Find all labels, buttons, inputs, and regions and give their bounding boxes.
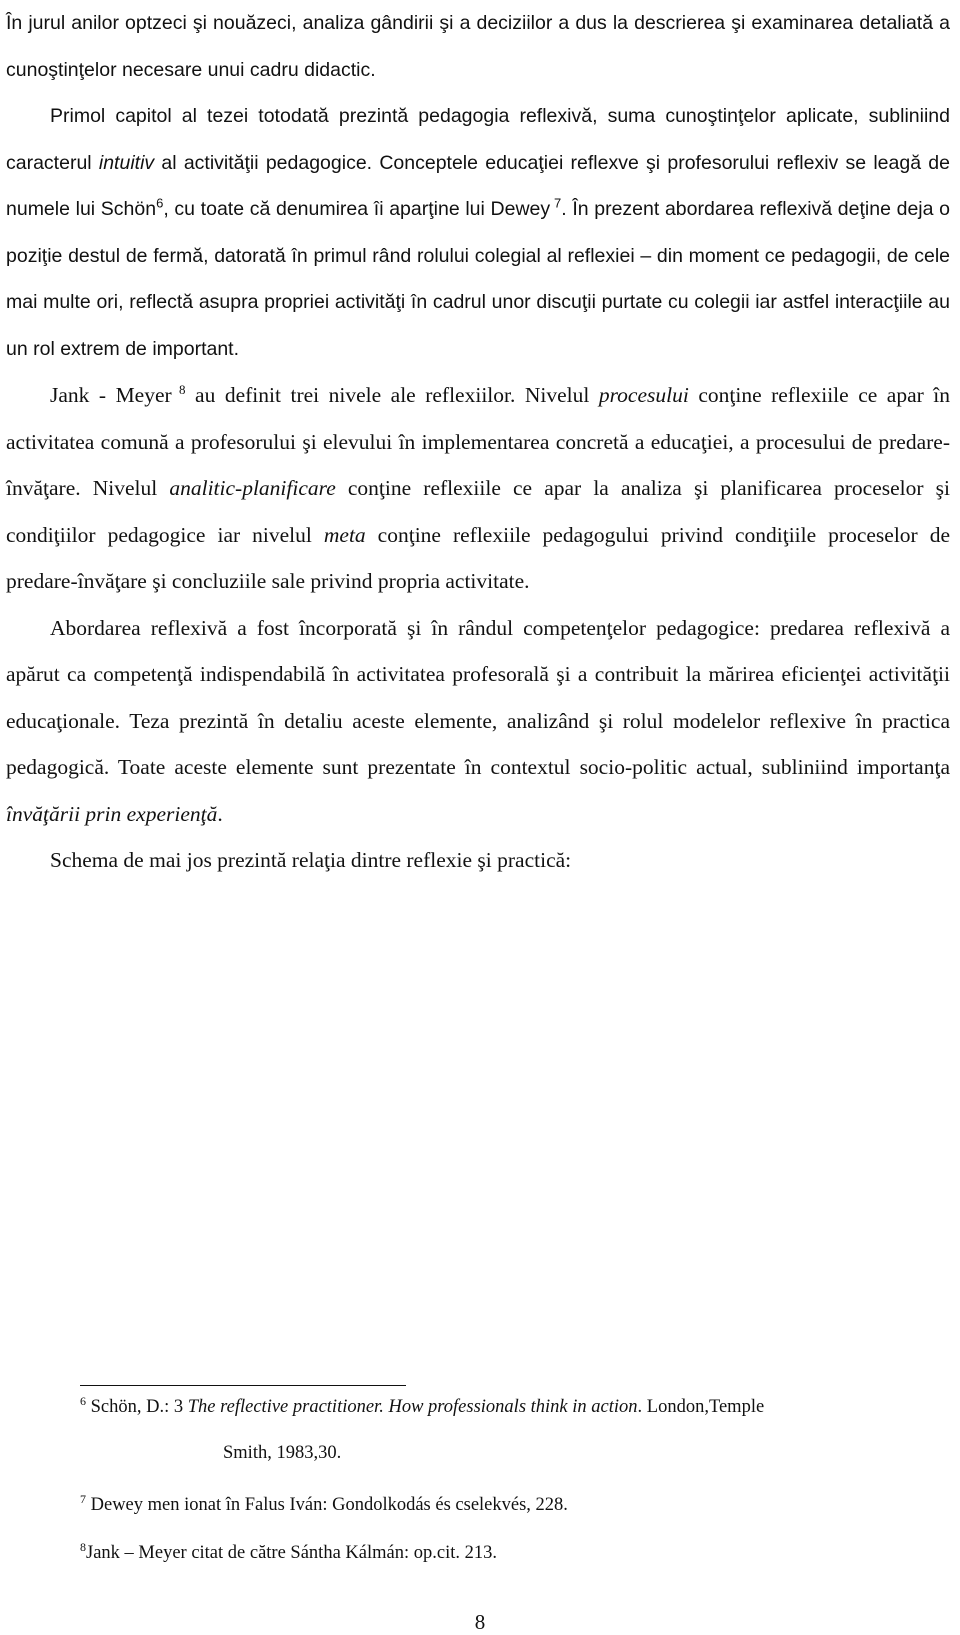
paragraph-3-emphasis-analitic: analitic-planificare xyxy=(169,476,336,500)
paragraph-2-part-a: Primol capitol al tezei totodată prezintă pedagogia reflexivă, suma cunoştinţelor aplicate, subliniind caracterul xyxy=(6,105,950,174)
footnote-ref-8: 8 xyxy=(171,381,186,397)
footnote-6-part-d: Smith, 1983,30. xyxy=(223,1443,342,1463)
paragraph-2-emphasis-intuitiv: intuitiv xyxy=(98,151,155,174)
footnote-8 xyxy=(80,1541,952,1565)
paragraph-4-emphasis-invatarii: învăţării prin experienţă xyxy=(6,801,218,826)
page-number: 8 xyxy=(474,1610,486,1634)
footnote-6-part-c: . London,Temple xyxy=(637,1397,765,1417)
footnote-7-text: Dewey men ionat în Falus Iván: Gondolkodás és cselekvés, 228. xyxy=(86,1495,568,1515)
paragraph-4-part-a: Abordarea reflexivă a fost încorporată şi în rândul competenţelor pedagogice: predarea reflexivă a apărut ca competenţă indispendabilă în activitatea profesorală şi a contribuit la mărirea eficienţei activităţii educaţionale. Teza prezintă în detaliu aceste elemente, analizând şi rolul modelelor reflexive în practica pedagogică. Toate aceste elemente sunt prezentate în contextul socio-politic actual, subliniind importanţa xyxy=(6,615,950,779)
paragraph-4-part-c: . xyxy=(217,801,223,826)
footnote-7-number: 7 xyxy=(80,1491,86,1506)
footnotes xyxy=(80,1395,952,1565)
document-page xyxy=(6,0,950,884)
paragraph-1 xyxy=(6,0,950,93)
paragraph-2-part-d: , cu toate că denumirea îi aparţine lui Dewey xyxy=(163,198,551,220)
paragraph-3-part-f: conţine reflexiile ce apar la analiza şi planificarea proceselor şi condiţiilor pedagogice iar nivelul xyxy=(6,476,950,547)
footnote-7 xyxy=(80,1493,952,1517)
footnote-ref-7: 7 xyxy=(550,195,562,211)
paragraph-2-part-c: al activităţii pedagogice. Conceptele educaţiei reflexve şi profesorului reflexiv se leagă de numele lui Schön xyxy=(6,151,950,220)
paragraph-3-emphasis-procesului: procesului xyxy=(598,383,689,407)
footnote-6-title: The reflective practitioner. How professionals think in action xyxy=(187,1397,638,1417)
paragraph-3-part-h: conţine reflexiile pedagogului privind condiţiile proceselor de predare-învăţare şi concluziile sale privind propria activitate. xyxy=(6,522,950,593)
paragraph-5 xyxy=(6,837,950,884)
paragraph-3-part-a: Jank - Meyer xyxy=(50,383,172,407)
paragraph-5-text: Schema de mai jos prezintă relaţia dintre reflexie şi practică: xyxy=(50,848,572,872)
footnote-ref-6: 6 xyxy=(156,195,164,211)
paragraph-2 xyxy=(6,93,950,372)
paragraph-1-text: În jurul anilor optzeci şi nouăzeci, analiza gândirii şi a deciziilor a dus la descrierea şi examinarea detaliată a cunoştinţelor necesare unui cadru didactic. xyxy=(6,12,950,81)
footnote-6-continuation xyxy=(80,1441,952,1465)
footnote-8-number: 8 xyxy=(80,1539,86,1554)
footnote-8-text: Jank – Meyer citat de către Sántha Kálmán: op.cit. 213. xyxy=(86,1543,497,1563)
paragraph-3-emphasis-meta: meta xyxy=(323,522,366,547)
footnote-6-number: 6 xyxy=(80,1393,86,1408)
footnote-6 xyxy=(80,1395,952,1419)
footnote-separator xyxy=(80,1385,406,1386)
paragraph-3-part-b: au definit trei nivele ale reflexiilor. Nivelul xyxy=(185,383,599,407)
paragraph-3 xyxy=(6,372,950,605)
paragraph-4 xyxy=(6,605,950,838)
paragraph-3-part-d: conţine reflexiile ce apar în activitatea comună a profesorului şi elevului în implementarea concretă a educaţiei, a procesului de predare-învăţare. Nivelul xyxy=(6,383,951,500)
footnote-6-part-a: Schön, D.: 3 xyxy=(86,1397,188,1417)
paragraph-2-part-e: . În prezent abordarea reflexivă deţine deja o poziţie destul de fermă, datorată în primul rând rolului colegial al reflexiei – din moment ce pedagogii, de cele mai multe ori, reflectă asupra propriei activităţi în cadrul unor discuţii purtate cu colegii iar astfel interacţiile au un rol extrem de important. xyxy=(6,198,950,360)
body-text xyxy=(6,0,950,884)
